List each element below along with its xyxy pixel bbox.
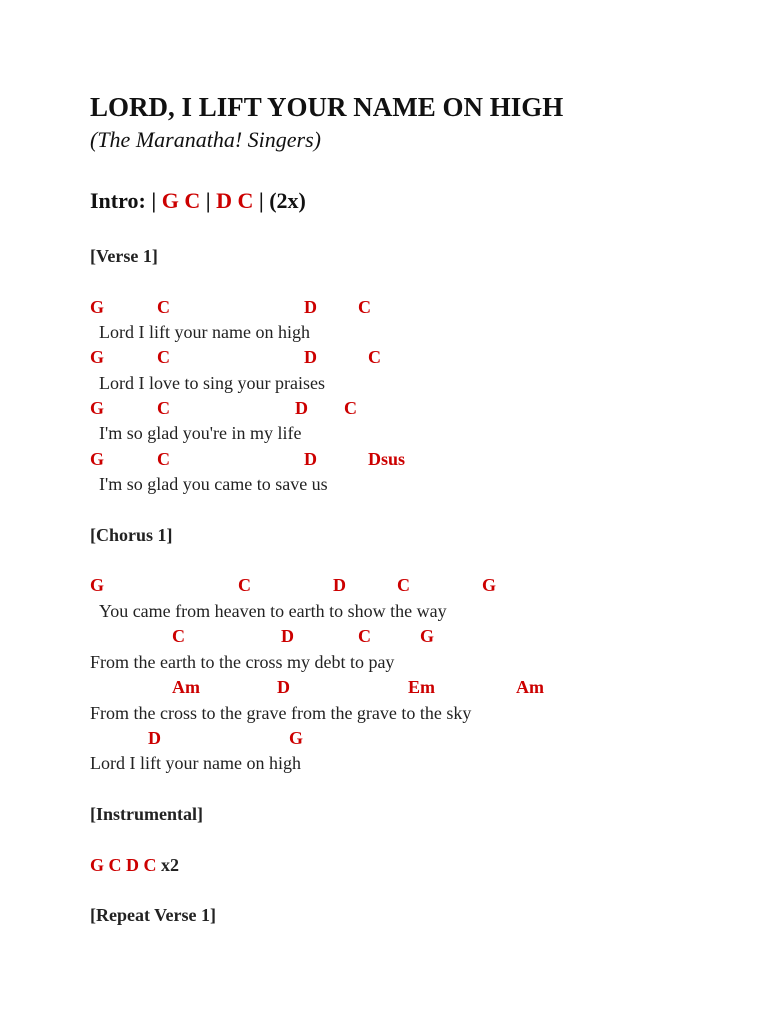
section-heading-chorus: [Chorus 1] xyxy=(90,525,173,545)
repeat-count: x2 xyxy=(161,855,180,875)
chord: D xyxy=(277,677,290,697)
chord: D xyxy=(304,297,317,317)
chord-line xyxy=(0,729,768,749)
section-heading-instrumental: [Instrumental] xyxy=(90,804,203,824)
chord-line xyxy=(0,627,768,647)
chord-line xyxy=(0,678,768,698)
chord-line xyxy=(0,450,768,470)
chord: C xyxy=(358,297,371,317)
lyric-line: From the cross to the grave from the grave to the sky xyxy=(90,703,472,723)
chord: C xyxy=(368,347,381,367)
chord: G xyxy=(482,575,497,595)
chord: G xyxy=(420,626,435,646)
song-artist: (The Maranatha! Singers) xyxy=(90,127,321,152)
intro-line xyxy=(90,190,306,212)
lyric-line: Lord I lift your name on high xyxy=(90,753,301,773)
chord: C xyxy=(172,626,185,646)
chord-line xyxy=(0,348,768,368)
instrumental-line xyxy=(90,856,179,874)
chord: C xyxy=(157,347,170,367)
intro-bar: | xyxy=(151,188,157,213)
chord: D xyxy=(304,347,317,367)
chord: C xyxy=(157,297,170,317)
intro-bar: | xyxy=(205,188,211,213)
lyric-line: Lord I lift your name on high xyxy=(99,322,310,342)
chord: D xyxy=(333,575,346,595)
song-title: LORD, I LIFT YOUR NAME ON HIGH xyxy=(90,92,564,122)
chord-line xyxy=(0,399,768,419)
chord: C xyxy=(344,398,357,418)
chord: Am xyxy=(172,677,200,697)
chord: C xyxy=(397,575,410,595)
chord: C xyxy=(157,398,170,418)
intro-bar: | xyxy=(258,188,264,213)
chord: Dsus xyxy=(368,449,406,469)
chord: C xyxy=(358,626,371,646)
chord: D xyxy=(148,728,161,748)
chord: Am xyxy=(516,677,544,697)
chord: C xyxy=(108,855,122,875)
chord: G xyxy=(90,449,105,469)
lyric-line: I'm so glad you're in my life xyxy=(99,423,302,443)
chord: G xyxy=(161,188,179,213)
chord: C xyxy=(157,449,170,469)
section-heading-repeat: [Repeat Verse 1] xyxy=(90,905,216,925)
chord: D xyxy=(295,398,308,418)
lyric-line: I'm so glad you came to save us xyxy=(99,474,328,494)
chord: G xyxy=(90,398,105,418)
chord-line xyxy=(0,298,768,318)
section-heading-verse: [Verse 1] xyxy=(90,246,158,266)
chord: G xyxy=(289,728,304,748)
chord: Em xyxy=(408,677,435,697)
lyric-line: From the earth to the cross my debt to pay xyxy=(90,652,395,672)
chord: D xyxy=(216,188,232,213)
chord: G xyxy=(90,855,105,875)
chord-line xyxy=(0,576,768,596)
lyric-line: You came from heaven to earth to show the way xyxy=(99,601,447,621)
chord: C xyxy=(238,575,251,595)
chord: C xyxy=(184,188,201,213)
intro-repeat: (2x) xyxy=(269,188,306,213)
chord: G xyxy=(90,575,105,595)
chord: C xyxy=(143,855,157,875)
chord: C xyxy=(237,188,254,213)
chord: D xyxy=(126,855,140,875)
chord: G xyxy=(90,297,105,317)
intro-label: Intro: xyxy=(90,188,146,213)
chord: G xyxy=(90,347,105,367)
chord: D xyxy=(281,626,294,646)
chord: D xyxy=(304,449,317,469)
lyric-line: Lord I love to sing your praises xyxy=(99,373,325,393)
